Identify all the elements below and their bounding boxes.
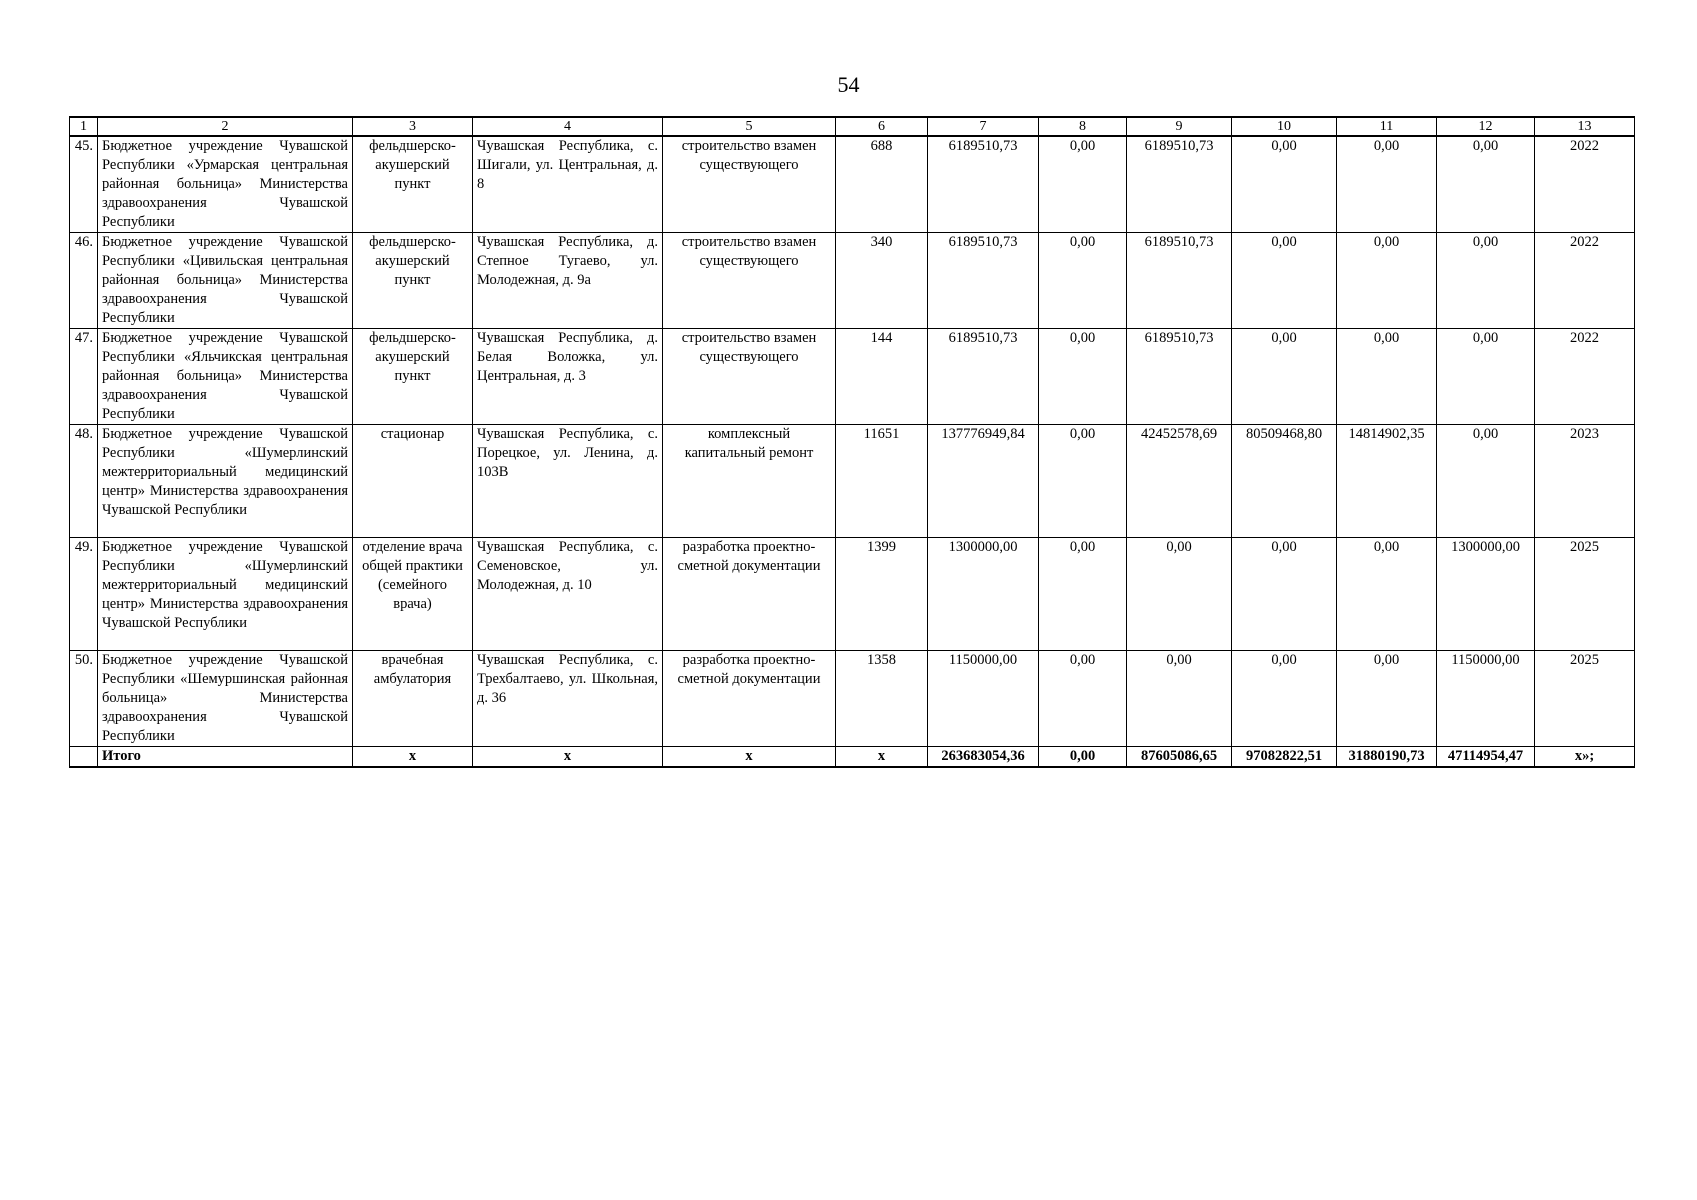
facility-address: Чувашская Республика, д. Белая Воложка, ул. Центральная, д. 3: [473, 329, 663, 425]
cell-year: 2022: [1535, 329, 1635, 425]
column-header: 4: [473, 117, 663, 136]
facility-address: Чувашская Республика, с. Семеновское, ул. Молодежная, д. 10: [473, 538, 663, 651]
cell-value: 0,00: [1437, 329, 1535, 425]
cell-year: 2022: [1535, 233, 1635, 329]
cell-value: 0,00: [1337, 651, 1437, 747]
column-header: 5: [663, 117, 836, 136]
cell-value: 1300000,00: [928, 538, 1039, 651]
cell-value: 0,00: [1232, 329, 1337, 425]
column-header: 6: [836, 117, 928, 136]
institution-name: Бюджетное учреждение Чувашской Республики «Цивильская центральная районная больница» Министерства здравоохранения Чувашской Республики: [98, 233, 353, 329]
facility-type: врачебная амбулатория: [353, 651, 473, 747]
column-header: 3: [353, 117, 473, 136]
row-number: 47.: [70, 329, 98, 425]
column-header: 12: [1437, 117, 1535, 136]
cell-value: 1150000,00: [1437, 651, 1535, 747]
column-header: 11: [1337, 117, 1437, 136]
total-cell: х: [353, 747, 473, 768]
total-label: Итого: [98, 747, 353, 768]
work-type: комплексный капитальный ремонт: [663, 425, 836, 538]
cell-value: 0,00: [1437, 425, 1535, 538]
cell-value: 6189510,73: [1127, 329, 1232, 425]
work-type: строительство взамен существующего: [663, 136, 836, 233]
facility-address: Чувашская Республика, с. Трехбалтаево, ул. Школьная, д. 36: [473, 651, 663, 747]
institution-name: Бюджетное учреждение Чувашской Республики «Шемуршинская районная больница» Министерства здравоохранения Чувашской Республики: [98, 651, 353, 747]
total-cell: х: [836, 747, 928, 768]
column-header: 10: [1232, 117, 1337, 136]
row-number: 45.: [70, 136, 98, 233]
table-row: [70, 329, 1635, 425]
facility-address: Чувашская Республика, д. Степное Тугаево, ул. Молодежная, д. 9а: [473, 233, 663, 329]
header-row: [70, 117, 1635, 136]
facilities-table: [69, 116, 1635, 768]
cell-value: 0,00: [1232, 651, 1337, 747]
cell-value: 0,00: [1232, 538, 1337, 651]
cell-value: 0,00: [1437, 136, 1535, 233]
work-type: разработка проектно-сметной документации: [663, 538, 836, 651]
cell-value: 0,00: [1337, 233, 1437, 329]
cell-value: 0,00: [1437, 233, 1535, 329]
cell-value: 0,00: [1337, 329, 1437, 425]
cell-value: 1150000,00: [928, 651, 1039, 747]
total-row: [70, 747, 1635, 768]
total-cell: х: [663, 747, 836, 768]
row-number: 50.: [70, 651, 98, 747]
cell-value: 0,00: [1039, 425, 1127, 538]
work-type: строительство взамен существующего: [663, 233, 836, 329]
total-cell: 263683054,36: [928, 747, 1039, 768]
column-header: 7: [928, 117, 1039, 136]
cell-value: 0,00: [1337, 136, 1437, 233]
cell-value: 6189510,73: [1127, 233, 1232, 329]
cell-value: 0,00: [1232, 233, 1337, 329]
column-header: 13: [1535, 117, 1635, 136]
cell-value: 0,00: [1232, 136, 1337, 233]
cell-year: 2022: [1535, 136, 1635, 233]
row-number: 48.: [70, 425, 98, 538]
column-header: 8: [1039, 117, 1127, 136]
facility-type: фельдшерско-акушерский пункт: [353, 136, 473, 233]
total-cell: 97082822,51: [1232, 747, 1337, 768]
cell-year: 2023: [1535, 425, 1635, 538]
work-type: строительство взамен существующего: [663, 329, 836, 425]
column-header: 1: [70, 117, 98, 136]
cell-value: 6189510,73: [928, 136, 1039, 233]
table-row: [70, 136, 1635, 233]
total-cell: 87605086,65: [1127, 747, 1232, 768]
cell-value: 144: [836, 329, 928, 425]
cell-value: 0,00: [1039, 136, 1127, 233]
total-cell: х: [473, 747, 663, 768]
cell-value: 14814902,35: [1337, 425, 1437, 538]
row-number: [70, 747, 98, 768]
page-number: 54: [837, 72, 860, 97]
work-type: разработка проектно-сметной документации: [663, 651, 836, 747]
facility-address: Чувашская Республика, с. Шигали, ул. Центральная, д. 8: [473, 136, 663, 233]
cell-value: 42452578,69: [1127, 425, 1232, 538]
cell-value: 0,00: [1337, 538, 1437, 651]
column-header: 2: [98, 117, 353, 136]
cell-value: 0,00: [1127, 651, 1232, 747]
cell-value: 6189510,73: [1127, 136, 1232, 233]
facility-type: фельдшерско-акушерский пункт: [353, 329, 473, 425]
table-row: [70, 651, 1635, 747]
total-cell: 0,00: [1039, 747, 1127, 768]
cell-value: 1358: [836, 651, 928, 747]
facility-type: отделение врача общей практики (семейного врача): [353, 538, 473, 651]
cell-value: 0,00: [1127, 538, 1232, 651]
facility-type: стационар: [353, 425, 473, 538]
cell-value: 0,00: [1039, 329, 1127, 425]
table-row: [70, 233, 1635, 329]
cell-value: 0,00: [1039, 538, 1127, 651]
row-number: 46.: [70, 233, 98, 329]
column-header: 9: [1127, 117, 1232, 136]
table-row: [70, 425, 1635, 538]
cell-value: 80509468,80: [1232, 425, 1337, 538]
facility-address: Чувашская Республика, с. Порецкое, ул. Ленина, д. 103В: [473, 425, 663, 538]
cell-value: 137776949,84: [928, 425, 1039, 538]
total-cell: 47114954,47: [1437, 747, 1535, 768]
institution-name: Бюджетное учреждение Чувашской Республики «Урмарская центральная районная больница» Министерства здравоохранения Чувашской Республики: [98, 136, 353, 233]
cell-value: 0,00: [1039, 233, 1127, 329]
cell-value: 688: [836, 136, 928, 233]
cell-value: 6189510,73: [928, 233, 1039, 329]
cell-value: 1300000,00: [1437, 538, 1535, 651]
institution-name: Бюджетное учреждение Чувашской Республики «Яльчикская центральная районная больница» Министерства здравоохранения Чувашской Республики: [98, 329, 353, 425]
row-number: 49.: [70, 538, 98, 651]
facility-type: фельдшерско-акушерский пункт: [353, 233, 473, 329]
cell-year: 2025: [1535, 538, 1635, 651]
cell-value: 340: [836, 233, 928, 329]
cell-value: 1399: [836, 538, 928, 651]
cell-value: 0,00: [1039, 651, 1127, 747]
total-cell: 31880190,73: [1337, 747, 1437, 768]
cell-value: 11651: [836, 425, 928, 538]
cell-value: 6189510,73: [928, 329, 1039, 425]
table-row: [70, 538, 1635, 651]
total-cell: х»;: [1535, 747, 1635, 768]
institution-name: Бюджетное учреждение Чувашской Республики «Шумерлинский межтерриториальный медицинский центр» Министерства здравоохранения Чувашской Республики: [98, 425, 353, 538]
institution-name: Бюджетное учреждение Чувашской Республики «Шумерлинский межтерриториальный медицинский центр» Министерства здравоохранения Чувашской Республики: [98, 538, 353, 651]
cell-year: 2025: [1535, 651, 1635, 747]
